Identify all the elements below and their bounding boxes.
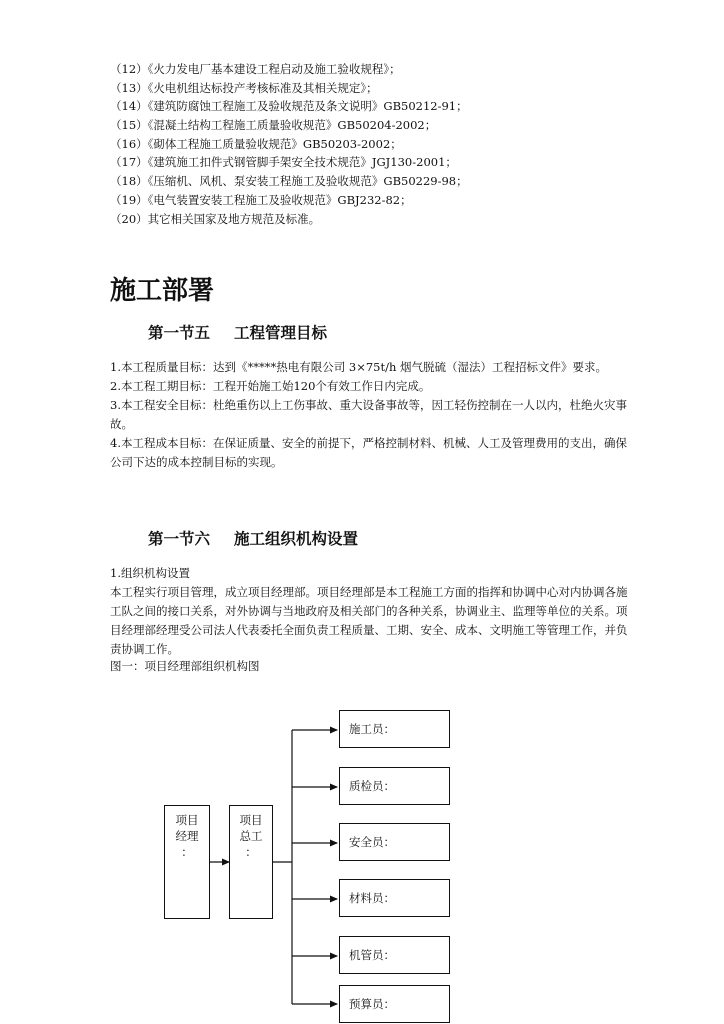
box-label: ： [181,845,193,859]
box-label: 施工员： [349,722,395,736]
box-label: ： [245,845,257,859]
construction-staff-box [339,710,450,748]
list-item: （19）《电气装置安装工程施工及验收规范》GBJ232-82； [110,192,412,207]
paragraph: 3.本工程安全目标：杜绝重伤以上工伤事故、重大设备事故等，因工轻伤控制在一人以内，杜绝火灾事故。 [110,398,627,431]
list-item: （18）《压缩机、风机、泵安装工程施工及验收规范》GB50229-98； [110,174,468,189]
chapter-title: 施工部署 [110,276,215,306]
box-label: 项目 [175,813,199,827]
section5-title: 工程管理目标 [234,324,328,342]
box-label: 项目 [239,813,263,827]
section5-number: 第一节五 [148,324,211,342]
box-label: 经理 [175,829,199,843]
box-label: 预算员： [349,997,395,1011]
box-label: 材料员： [349,891,395,905]
equipment-manager-box [339,936,450,974]
paragraph: 本工程实行项目管理，成立项目经理部。项目经理部是本工程施工方面的指挥和协调中心对内协调各施工队之间的接口关系，对外协调与当地政府及相关部门的各种关系，协调业主、监理等单位的关系。项目经理部经理受公司法人代表委托全面负责工程质量、工期、安全、成本、文明施工等管理工作，并负责协调工作。 [110,585,628,656]
quality-inspector-box [339,767,450,805]
list-item: （14）《建筑防腐蚀工程施工及验收规范及条文说明》GB50212-91； [110,99,468,114]
box-label: 质检员： [349,779,395,793]
materials-officer-box [339,879,450,917]
paragraph: 1.本工程质量目标：达到《*****热电有限公司 3×75t/h 烟气脱硫（湿法）工程招标文件》要求。 [110,360,608,374]
project-manager-box [164,805,210,919]
list-item: （15）《混凝土结构工程施工质量验收规范》GB50204-2002； [110,118,437,133]
list-item: （13）《火电机组达标投产考核标准及其相关规定》； [110,80,378,95]
paragraph: 2.本工程工期目标：工程开始施工始120个有效工作日内完成。 [110,379,431,393]
figure-caption: 图一：项目经理部组织机构图 [110,659,260,673]
section6-title: 施工组织机构设置 [234,530,359,548]
list-item: （16）《砌体工程施工质量验收规范》GB50203-2002； [110,136,402,151]
paragraph: 4.本工程成本目标：在保证质量、安全的前提下，严格控制材料、机械、人工及管理费用的支出，确保公司下达的成本控制目标的实现。 [110,436,627,469]
chief-engineer-box [229,805,273,919]
safety-officer-box [339,823,450,861]
section6-number: 第一节六 [148,530,211,548]
box-label: 安全员： [349,835,395,849]
box-label: 机管员： [349,948,395,962]
list-item: （20）其它相关国家及地方规范及标准。 [110,211,321,226]
budget-officer-box [339,985,450,1023]
paragraph: 1.组织机构设置 [110,566,190,580]
box-label: 总工 [239,829,263,843]
list-item: （12）《火力发电厂基本建设工程启动及施工验收规程》； [110,62,401,76]
list-item: （17）《建筑施工扣件式钢管脚手架安全技术规范》JGJ130-2001； [110,155,457,170]
